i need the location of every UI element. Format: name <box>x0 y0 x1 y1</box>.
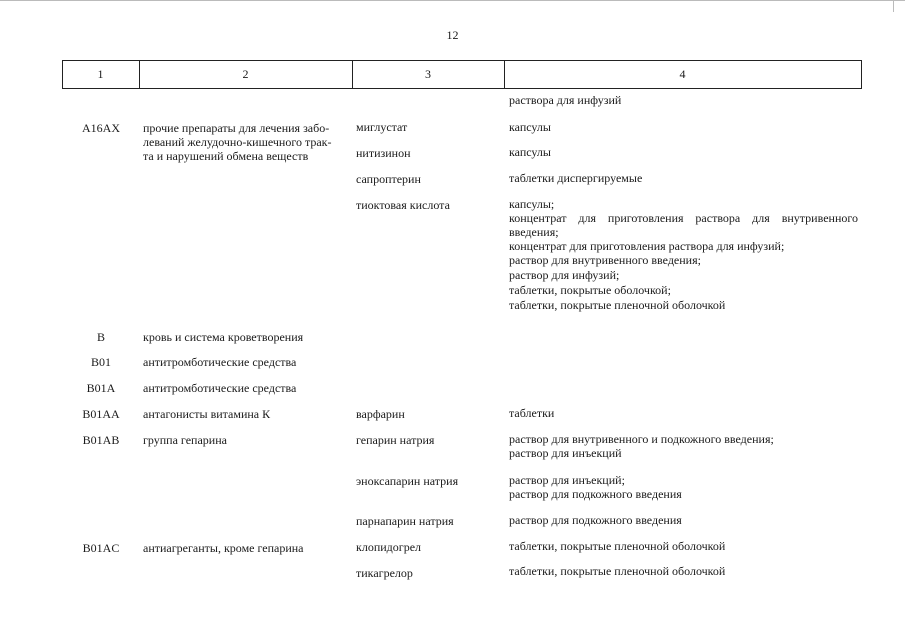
row10-dosage-form-1: раствор для инъекций; <box>509 473 625 487</box>
scan-edge-right <box>893 0 894 12</box>
row9-atc-code: B01AB <box>82 433 120 447</box>
row13-dosage-form: таблетки, покрытые пленочной оболочкой <box>509 564 726 578</box>
row2-drug: нитизинон <box>356 146 411 160</box>
row1-group-line2: леваний желудочно-кишечного трак- <box>143 135 332 149</box>
row1-drug: миглустат <box>356 120 408 134</box>
row1-dosage-form: капсулы <box>509 120 551 134</box>
row7-atc-code: B01A <box>86 381 116 395</box>
row4-dosage-form-4: концентрат для приготовления раствора для инфузий; <box>509 239 785 253</box>
row9-dosage-form-2: раствор для инъекций <box>509 446 622 460</box>
row4-dosage-form-8: таблетки, покрытые пленочной оболочкой <box>509 298 726 312</box>
header-col-4: 4 <box>679 67 686 81</box>
row8-group: антагонисты витамина К <box>143 407 271 421</box>
row6-group: антитромботические средства <box>143 355 297 369</box>
row9-group: группа гепарина <box>143 433 227 447</box>
row9-drug: гепарин натрия <box>356 433 435 447</box>
col-divider-4 <box>861 60 862 89</box>
header-col-3: 3 <box>425 67 431 81</box>
header-col-2: 2 <box>242 67 249 81</box>
row10-dosage-form-2: раствор для подкожного введения <box>509 487 682 501</box>
row12-dosage-form: таблетки, покрытые пленочной оболочкой <box>509 539 726 553</box>
row4-dosage-form-1: капсулы; <box>509 197 555 211</box>
row8-atc-code: B01AA <box>82 407 120 421</box>
row8-drug: варфарин <box>356 407 405 421</box>
row11-dosage-form: раствор для подкожного введения <box>509 513 682 527</box>
row0-dosage-form: раствора для инфузий <box>509 93 622 107</box>
header-col-1: 1 <box>97 67 104 81</box>
row9-dosage-form-1: раствор для внутривенного и подкожного введения; <box>509 432 774 446</box>
row4-dosage-form-3: введения; <box>509 225 559 239</box>
row1-atc-code: A16AX <box>82 121 120 135</box>
header-bottom-rule <box>62 88 862 89</box>
row6-atc-code: B01 <box>90 355 111 369</box>
row4-dosage-form-5: раствор для внутривенного введения; <box>509 253 701 267</box>
scan-edge-top <box>0 0 905 1</box>
row7-group: антитромботические средства <box>143 381 297 395</box>
row13-drug: тикагрелор <box>356 566 413 580</box>
row4-dosage-form-2: концентрат для приготовления раствора для внутривенного <box>509 211 858 225</box>
table-top-rule <box>62 60 862 61</box>
row12-atc-code: B01AC <box>82 541 120 555</box>
row12-group: антиагреганты, кроме гепарина <box>143 541 304 555</box>
row1-group-line1: прочие препараты для лечения забо- <box>143 121 330 135</box>
row11-drug: парнапарин натрия <box>356 514 454 528</box>
row3-dosage-form: таблетки диспергируемые <box>509 171 643 185</box>
row5-atc-code: B <box>96 330 105 344</box>
row4-dosage-form-7: таблетки, покрытые оболочкой; <box>509 283 671 297</box>
row8-dosage-form: таблетки <box>509 406 555 420</box>
row10-drug: эноксапарин натрия <box>356 474 459 488</box>
row4-dosage-form-6: раствор для инфузий; <box>509 268 620 282</box>
row4-drug: тиоктовая кислота <box>356 198 450 212</box>
page-number: 12 <box>446 28 459 42</box>
row5-group: кровь и система кроветворения <box>143 330 304 344</box>
row3-drug: сапроптерин <box>356 172 421 186</box>
row1-group-line3: та и нарушений обмена веществ <box>143 149 309 163</box>
row2-dosage-form: капсулы <box>509 145 551 159</box>
row12-drug: клопидогрел <box>356 540 422 554</box>
